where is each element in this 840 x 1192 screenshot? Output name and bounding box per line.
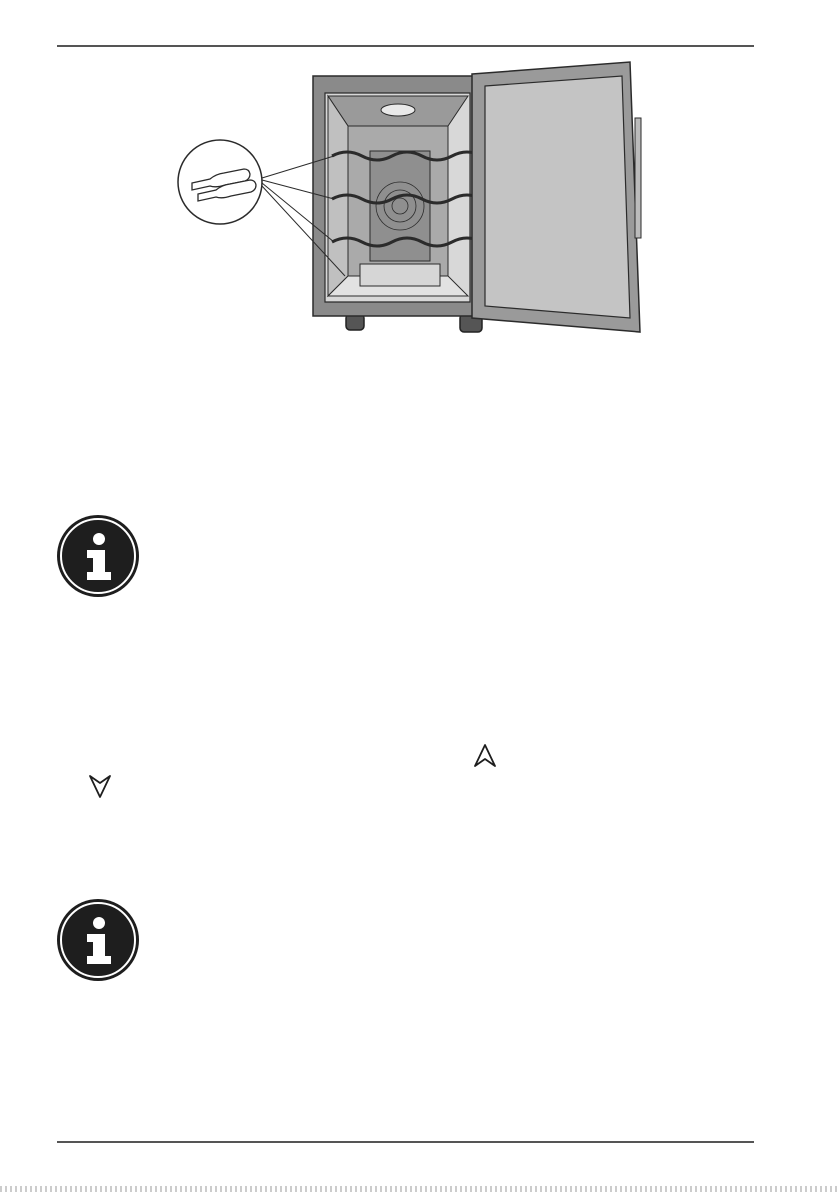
footer-rule (57, 1141, 754, 1143)
drip-tray (360, 264, 440, 286)
info-icon (55, 513, 141, 599)
interior-light (381, 104, 415, 116)
wine-cooler-illustration (170, 56, 650, 346)
print-crop-marks (0, 1186, 840, 1192)
arrow-down-icon (87, 773, 113, 799)
arrow-up-icon (472, 743, 498, 769)
header-rule (57, 45, 754, 47)
door-handle (635, 118, 641, 238)
door-glass (485, 76, 630, 318)
info-icon (55, 897, 141, 983)
